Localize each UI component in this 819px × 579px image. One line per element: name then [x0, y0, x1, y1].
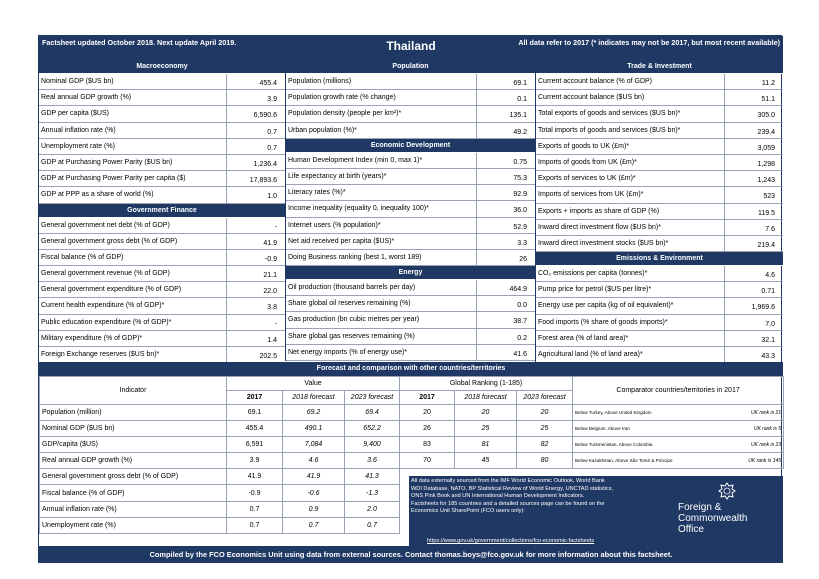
table-row — [40, 437, 784, 453]
econdev-table — [286, 153, 535, 266]
table-row — [286, 90, 535, 106]
row-label: GDP at PPP as a share of world (%) — [39, 187, 227, 202]
row-value: 7.6 — [765, 225, 775, 233]
uk-rank: UK rank is 23 — [751, 441, 782, 448]
row-value: 219.4 — [757, 241, 775, 249]
fco-logo — [677, 482, 777, 542]
row-value: 1,298 — [757, 160, 775, 168]
row-value: 26 — [519, 255, 527, 263]
row-value: 3.9 — [267, 96, 277, 104]
rank-2017: 83 — [400, 437, 455, 453]
row-value: 4.6 — [765, 272, 775, 280]
table-row — [286, 312, 535, 328]
row-label: Oil production (thousand barrels per day) — [286, 280, 477, 295]
row-label: Total exports of goods and services ($US bn)* — [536, 106, 725, 121]
row-label: Imports of services from UK (£m)* — [536, 187, 725, 202]
value-2017: 41.9 — [227, 469, 283, 485]
section-header-macroeconomy: Macroeconomy — [39, 60, 285, 74]
page-title: Thailand — [386, 39, 436, 53]
row-value: 3.3 — [517, 239, 527, 247]
row-label: Agricultural land (% of land area)* — [536, 347, 725, 362]
table-row — [286, 201, 535, 217]
ranking-header: Global Ranking (1-185) — [400, 377, 573, 391]
table-row — [536, 155, 783, 171]
sources-line: All data externally sourced from the IMF World Economic Outlook, World Bank — [411, 478, 605, 484]
table-row — [39, 171, 285, 187]
row-value: - — [274, 223, 277, 231]
indicator-label: Unemployment rate (%) — [40, 517, 227, 533]
table-row — [536, 139, 783, 155]
sources-text — [411, 478, 671, 516]
value-2018: 41.9 — [283, 469, 345, 485]
row-value: 3.8 — [267, 304, 277, 312]
header-bar — [39, 36, 783, 60]
sources-line: Factsheets for 185 countries and a detailed sources page can be found on the — [411, 500, 605, 507]
col-rank-2023-forecast: 2023 forecast — [517, 391, 573, 405]
row-label: Annual inflation rate (%) — [39, 123, 227, 138]
row-label: Imports of goods from UK (£m)* — [536, 155, 725, 170]
rank-2023: 82 — [517, 437, 573, 453]
table-row — [286, 74, 535, 90]
rank-2017: 70 — [400, 453, 455, 469]
row-label: Current health expenditure (% of GDP)* — [39, 298, 227, 313]
table-row — [536, 123, 783, 139]
uk-rank: UK rank is 145 — [748, 457, 782, 464]
indicator-label: General government gross debt (% of GDP) — [40, 469, 227, 485]
table-row — [39, 90, 285, 106]
row-value: 41.9 — [263, 239, 277, 247]
value-2023: 3.6 — [345, 453, 400, 469]
row-value: 0.75 — [513, 158, 527, 166]
row-value: 3,059 — [757, 144, 775, 152]
indicator-label: Nominal GDP ($US bn) — [40, 421, 227, 437]
row-value: 49.2 — [513, 128, 527, 136]
table-row — [39, 218, 285, 234]
row-label: Population (millions) — [286, 74, 477, 89]
row-value: 22.0 — [263, 288, 277, 296]
table-row — [39, 266, 285, 282]
row-value: 36.0 — [513, 207, 527, 215]
table-row — [286, 218, 535, 234]
table-row — [39, 139, 285, 155]
row-label: Population growth rate (% change) — [286, 90, 477, 105]
value-header: Value — [227, 377, 400, 391]
table-row — [536, 220, 783, 236]
table-row — [286, 185, 535, 201]
energy-table — [286, 280, 535, 361]
col-2018-forecast: 2018 forecast — [283, 391, 345, 405]
row-label: Forest area (% of land area)* — [536, 331, 725, 346]
table-row — [536, 204, 783, 220]
row-label: Life expectancy at birth (years)* — [286, 169, 477, 184]
table-row — [286, 296, 535, 312]
table-row — [40, 405, 784, 421]
indicator-header: Indicator — [40, 377, 227, 405]
section-header-government-finance: Government Finance — [39, 204, 285, 218]
row-label: Human Development Index (min 0, max 1)* — [286, 153, 477, 168]
row-value: 92.9 — [513, 191, 527, 199]
rank-2018: 25 — [455, 421, 517, 437]
col-2017: 2017 — [227, 391, 283, 405]
col-rank-2018-forecast: 2018 forecast — [455, 391, 517, 405]
col-2023-forecast: 2023 forecast — [345, 391, 400, 405]
table-row — [39, 106, 285, 122]
table-row — [286, 345, 535, 361]
row-value: 1.4 — [267, 336, 277, 344]
table-row — [536, 347, 783, 363]
value-2017: 69.1 — [227, 405, 283, 421]
row-label: General government revenue (% of GDP) — [39, 266, 227, 281]
table-row — [286, 250, 535, 266]
population-table — [286, 74, 535, 139]
row-label: Public education expenditure (% of GDP)* — [39, 315, 227, 330]
comparator-text: Below Turkey, Above United Kingdom — [575, 409, 652, 415]
row-value: 135.1 — [509, 112, 527, 120]
update-note: Factsheet updated October 2018. Next update April 2019. — [42, 38, 237, 47]
rank-2017: 26 — [400, 421, 455, 437]
factsheet — [38, 35, 782, 563]
row-label: Gas production (bn cubic metres per year) — [286, 312, 477, 327]
logo-line: Commonwealth — [678, 513, 748, 524]
row-label: Literacy rates (%)* — [286, 185, 477, 200]
rank-2018: 45 — [455, 453, 517, 469]
comparator-cell — [573, 421, 784, 437]
row-value: 1,236.4 — [253, 160, 277, 168]
table-row — [39, 74, 285, 90]
table-row — [39, 250, 285, 266]
logo-line: Foreign & — [678, 502, 722, 513]
table-row — [286, 234, 535, 250]
table-row — [536, 236, 783, 252]
row-value: 1.0 — [267, 193, 277, 201]
comparator-text: Below Belgium, Above Iran — [575, 425, 630, 431]
section-header-emissions-environment: Emissions & Environment — [536, 252, 783, 266]
value-2017: 0.7 — [227, 501, 283, 517]
row-label: Inward direct investment flow ($US bn)* — [536, 220, 725, 235]
table-row — [39, 155, 285, 171]
row-value: 75.3 — [513, 174, 527, 182]
row-value: -0.9 — [264, 255, 277, 263]
row-label: Internet users (% population)* — [286, 218, 477, 233]
row-label: Unemployment rate (%) — [39, 139, 227, 154]
row-value: 11.2 — [761, 80, 775, 87]
row-label: GDP per capita ($US) — [39, 106, 227, 121]
value-2017: 3.9 — [227, 453, 283, 469]
row-value: 0.1 — [517, 96, 527, 104]
indicator-label: Real annual GDP growth (%) — [40, 453, 227, 469]
row-value: 455.4 — [259, 80, 277, 87]
row-label: Exports of services to UK (£m)* — [536, 171, 725, 186]
table-row — [536, 90, 783, 106]
row-value: 52.9 — [513, 223, 527, 231]
row-label: Exports + imports as share of GDP (%) — [536, 204, 725, 219]
table-row — [39, 123, 285, 139]
row-value: 0.71 — [761, 288, 775, 296]
rank-2018: 81 — [455, 437, 517, 453]
footer-bar: Compiled by the FCO Economics Unit using data from external sources. Contact thomas.boys@fco.gov.uk for more information about this factsheet. — [39, 546, 783, 563]
factsheets-link[interactable]: https://www.gov.uk/government/collections/fco-economic-factsheets — [427, 538, 595, 544]
row-value: 523 — [763, 193, 775, 201]
row-label: GDP at Purchasing Power Parity per capita ($) — [39, 171, 227, 186]
row-value: 6,590.6 — [253, 112, 277, 120]
row-value: 0.7 — [267, 128, 277, 136]
value-2018: 4.6 — [283, 453, 345, 469]
value-2018: -0.6 — [283, 485, 345, 501]
row-label: General government expenditure (% of GDP) — [39, 282, 227, 297]
rank-2017: 20 — [400, 405, 455, 421]
row-label: Exports of goods to UK (£m)* — [536, 139, 725, 154]
value-2023: -1.3 — [345, 485, 400, 501]
table-row — [286, 153, 535, 169]
sources-line: WDI Database, NATO, BP Statistical Review of World Energy, UNCTAD statistics, — [411, 485, 614, 492]
row-label: Fiscal balance (% of GDP) — [39, 250, 227, 265]
indicator-label: Annual inflation rate (%) — [40, 501, 227, 517]
comparator-cell — [573, 453, 784, 469]
row-label: Share global oil reserves remaining (%) — [286, 296, 477, 311]
row-label: Food imports (% share of goods imports)* — [536, 315, 725, 330]
table-row — [286, 169, 535, 185]
value-2017: -0.9 — [227, 485, 283, 501]
row-value: 38.7 — [513, 318, 527, 326]
section-header-energy: Energy — [286, 266, 535, 280]
comparator-cell — [573, 405, 784, 421]
row-label: Income inequality (equality 0, inequality 100)* — [286, 201, 477, 216]
row-label: Real annual GDP growth (%) — [39, 90, 227, 105]
section-header-economic-development: Economic Development — [286, 139, 535, 153]
row-value: 0.7 — [267, 144, 277, 152]
row-label: General government net debt (% of GDP) — [39, 218, 227, 233]
uk-rank: UK rank is 5 — [753, 425, 782, 432]
value-2017: 0.7 — [227, 517, 283, 533]
table-row — [39, 234, 285, 250]
value-2018: 0.9 — [283, 501, 345, 517]
table-row — [286, 329, 535, 345]
value-2023: 69.4 — [345, 405, 400, 421]
table-row — [286, 280, 535, 296]
table-row — [536, 266, 783, 282]
row-value: 0.2 — [517, 334, 527, 342]
crest-icon — [717, 482, 737, 500]
table-row — [40, 453, 784, 469]
table-row — [536, 331, 783, 347]
table-row — [39, 298, 285, 314]
table-row — [536, 74, 783, 90]
table-row — [536, 187, 783, 203]
sources-line: Economics Unit SharePoint (FCO users only): — [411, 508, 525, 515]
row-value: 1,969.6 — [751, 304, 775, 312]
comparator-cell — [573, 437, 784, 453]
macro-table — [39, 74, 285, 204]
row-value: 305.0 — [757, 112, 775, 120]
value-2018: 69.2 — [283, 405, 345, 421]
table-row — [39, 347, 285, 363]
row-label: Nominal GDP ($US bn) — [39, 74, 227, 89]
sources-line: ONS Pink Book and UN International Human Development Indicators. — [411, 493, 585, 500]
row-value: 41.6 — [513, 350, 527, 358]
row-label: Current account balance (% of GDP) — [536, 74, 725, 89]
row-value: 1,243 — [757, 177, 775, 185]
value-2023: 9,400 — [345, 437, 400, 453]
table-header-row — [40, 377, 784, 391]
section-header-forecast: Forecast and comparison with other countries/territories — [39, 362, 783, 376]
value-2023: 41.3 — [345, 469, 400, 485]
row-label: Net energy imports (% of energy use)* — [286, 345, 477, 360]
comparator-header: Comparator countries/territories in 2017 — [573, 377, 784, 405]
row-value: 202.5 — [259, 353, 277, 360]
emissions-table — [536, 266, 783, 363]
row-label: Inward direct investment stocks ($US bn)* — [536, 236, 725, 251]
uk-rank: UK rank is 21 — [751, 409, 782, 416]
comparator-text: Below Turkmenistan, Above Colombia — [575, 441, 653, 447]
sources-panel — [409, 476, 783, 546]
row-label: Total imports of goods and services ($US bn)* — [536, 123, 725, 138]
table-row — [536, 282, 783, 298]
row-label: CO₂ emissions per capita (tonnes)* — [536, 266, 725, 281]
column-right — [535, 60, 783, 363]
table-row — [39, 282, 285, 298]
indicator-label: Fiscal balance (% of GDP) — [40, 485, 227, 501]
value-2023: 0.7 — [345, 517, 400, 533]
value-2018: 490.1 — [283, 421, 345, 437]
row-value: 32.1 — [761, 336, 775, 344]
row-value: 239.4 — [757, 128, 775, 136]
data-note: All data refer to 2017 (* indicates may not be 2017, but most recent available) — [518, 38, 780, 47]
row-value: 0.0 — [517, 302, 527, 310]
column-left — [39, 60, 285, 363]
table-row — [536, 315, 783, 331]
value-2018: 7,084 — [283, 437, 345, 453]
value-2023: 652.2 — [345, 421, 400, 437]
row-value: 51.1 — [761, 96, 775, 104]
indicator-label: GDP/capita ($US) — [40, 437, 227, 453]
logo-text — [678, 502, 747, 535]
table-row — [536, 106, 783, 122]
table-row — [536, 298, 783, 314]
table-row — [536, 171, 783, 187]
row-label: Net aid received per capita ($US)* — [286, 234, 477, 249]
row-value: 119.5 — [758, 209, 775, 217]
section-header-trade-investment: Trade & Investment — [536, 60, 783, 74]
rank-2023: 20 — [517, 405, 573, 421]
row-label: Population density (people per km²)* — [286, 106, 477, 121]
row-label: GDP at Purchasing Power Parity ($US bn) — [39, 155, 227, 170]
column-middle — [285, 60, 535, 361]
rank-2018: 20 — [455, 405, 517, 421]
comparator-text: Below Kazakhstan, Above São Tomé & Príncipe — [575, 457, 673, 463]
row-label: General government gross debt (% of GDP) — [39, 234, 227, 249]
row-value: 43.3 — [761, 353, 775, 360]
row-label: Doing Business ranking (best 1, worst 189) — [286, 250, 477, 265]
row-label: Foreign Exchange reserves ($US bn)* — [39, 347, 227, 362]
row-value: 69.1 — [513, 80, 527, 87]
indicator-label: Population (million) — [40, 405, 227, 421]
value-2017: 6,591 — [227, 437, 283, 453]
row-label: Urban population (%)* — [286, 123, 477, 138]
table-row — [39, 315, 285, 331]
table-row — [286, 123, 535, 139]
row-label: Pump price for petrol ($US per litre)* — [536, 282, 725, 297]
row-value: - — [274, 320, 277, 328]
rank-2023: 80 — [517, 453, 573, 469]
table-row — [40, 421, 784, 437]
row-value: 7.0 — [765, 320, 775, 328]
value-2018: 0.7 — [283, 517, 345, 533]
logo-line: Office — [678, 524, 704, 535]
row-label: Share global gas reserves remaining (%) — [286, 329, 477, 344]
table-row — [286, 106, 535, 122]
row-label: Energy use per capita (kg of oil equivalent)* — [536, 298, 725, 313]
col-rank-2017: 2017 — [400, 391, 455, 405]
rank-2023: 25 — [517, 421, 573, 437]
trade-table — [536, 74, 783, 252]
table-row — [39, 331, 285, 347]
value-2023: 2.0 — [345, 501, 400, 517]
section-header-population: Population — [286, 60, 535, 74]
row-label: Military expenditure (% of GDP)* — [39, 331, 227, 346]
value-2017: 455.4 — [227, 421, 283, 437]
row-value: 17,893.6 — [249, 177, 277, 185]
row-value: 464.9 — [509, 286, 527, 294]
govfin-table — [39, 218, 285, 364]
row-value: 21.1 — [263, 272, 277, 280]
table-row — [39, 187, 285, 203]
row-label: Current account balance ($US bn) — [536, 90, 725, 105]
